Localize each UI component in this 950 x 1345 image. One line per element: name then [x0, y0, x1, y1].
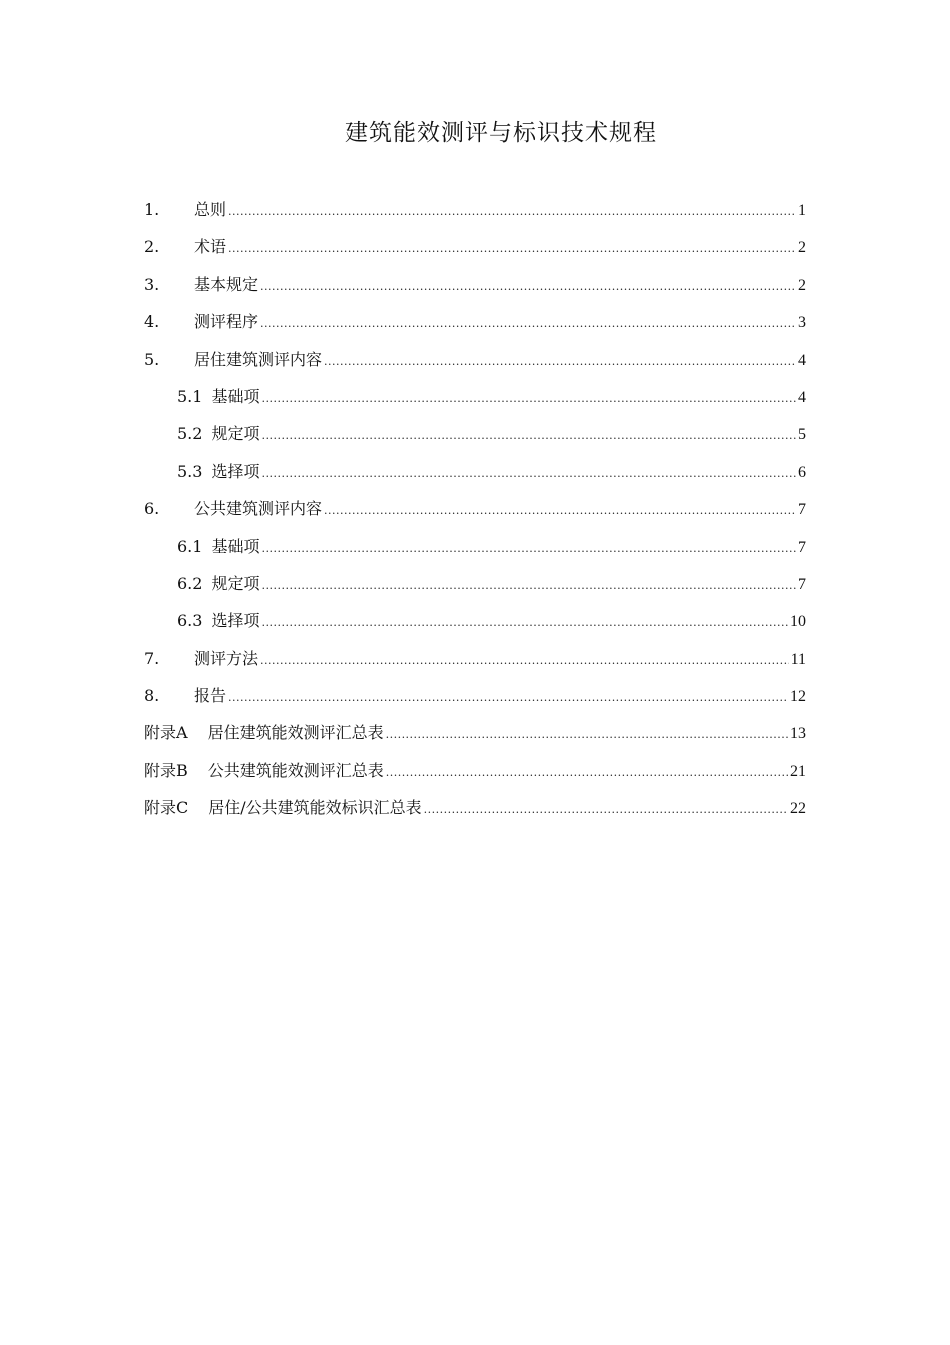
toc-leader-dots — [261, 461, 796, 487]
toc-leader-dots — [324, 349, 796, 375]
toc-label: 测评程序 — [194, 312, 259, 332]
toc-page-number: 2 — [798, 276, 806, 294]
toc-number: 5.2 — [177, 424, 203, 444]
toc-label: 规定项 — [211, 573, 260, 593]
toc-label: 总则 — [194, 200, 227, 219]
toc-entry-6[interactable] — [144, 496, 806, 533]
toc-page-number: 1 — [798, 202, 806, 219]
toc-page-number: 12 — [790, 688, 806, 706]
toc-entry-6-2[interactable] — [144, 571, 806, 608]
toc-number: 6.3 — [177, 611, 203, 631]
toc-entry-appendix-c[interactable] — [144, 795, 806, 832]
toc-number: 4. — [144, 312, 160, 332]
toc-label: 基本规定 — [194, 274, 259, 294]
toc-leader-dots — [261, 386, 796, 412]
toc-label: 居住/公共建筑能效标识汇总表 — [208, 798, 422, 818]
toc-number: 3. — [144, 274, 160, 294]
toc-number: 6. — [144, 499, 160, 519]
toc-leader-dots — [386, 722, 788, 748]
toc-entry-1[interactable] — [144, 197, 806, 234]
toc-leader-dots — [261, 536, 796, 562]
toc-number: 8. — [144, 686, 160, 706]
toc-label: 居住建筑测评内容 — [194, 349, 323, 369]
toc-page-number: 7 — [798, 538, 806, 556]
toc-entry-5-1[interactable] — [144, 384, 806, 421]
toc-leader-dots — [324, 498, 796, 524]
toc-number: 1. — [144, 200, 160, 219]
toc-leader-dots — [228, 199, 796, 225]
toc-page-number: 6 — [798, 463, 806, 481]
toc-number: 7. — [144, 648, 160, 668]
toc-number: 5.1 — [177, 386, 203, 406]
toc-label: 基础项 — [211, 536, 260, 556]
toc-leader-dots — [261, 423, 796, 449]
toc-label: 选择项 — [211, 611, 260, 631]
toc-number: 6.1 — [177, 536, 203, 556]
toc-number: 5.3 — [177, 461, 203, 481]
toc-leader-dots — [260, 648, 789, 674]
toc-page-number: 3 — [798, 314, 806, 332]
toc-page-number: 10 — [790, 613, 806, 631]
toc-label: 术语 — [194, 237, 227, 257]
toc-entry-4[interactable] — [144, 309, 806, 346]
toc-number: 附录B — [144, 760, 188, 780]
toc-leader-dots — [260, 274, 796, 300]
toc-entry-6-1[interactable] — [144, 534, 806, 571]
toc-entry-5-3[interactable] — [144, 459, 806, 496]
toc-number: 附录A — [144, 723, 188, 743]
document-title: 建筑能效测评与标识技术规程 — [345, 120, 657, 146]
toc-entry-5-2[interactable] — [144, 421, 806, 458]
toc-entry-3[interactable] — [144, 272, 806, 309]
toc-leader-dots — [261, 610, 788, 636]
toc-leader-dots — [424, 797, 788, 823]
toc-number: 2. — [144, 237, 160, 257]
toc-entry-appendix-a[interactable] — [144, 720, 806, 757]
toc-label: 公共建筑测评内容 — [194, 499, 323, 519]
toc-entry-2[interactable] — [144, 234, 806, 271]
toc-leader-dots — [228, 685, 788, 711]
toc-page-number: 7 — [798, 575, 806, 593]
toc-page-number: 7 — [798, 501, 806, 519]
toc-number: 附录C — [144, 798, 189, 818]
toc-entry-6-3[interactable] — [144, 608, 806, 645]
toc-label: 基础项 — [211, 386, 260, 406]
toc-page-number: 11 — [790, 650, 806, 668]
toc-label: 选择项 — [211, 461, 260, 481]
toc-page-number: 5 — [798, 426, 806, 444]
table-of-contents — [144, 197, 806, 833]
toc-page-number: 22 — [790, 800, 806, 818]
toc-page-number: 2 — [798, 239, 806, 257]
toc-label: 测评方法 — [194, 648, 259, 668]
toc-page-number: 21 — [790, 762, 806, 780]
toc-label: 报告 — [194, 686, 227, 706]
toc-page-number: 4 — [798, 388, 806, 406]
toc-entry-appendix-b[interactable] — [144, 758, 806, 795]
toc-entry-7[interactable] — [144, 646, 806, 683]
toc-leader-dots — [228, 236, 796, 262]
toc-number: 5. — [144, 349, 160, 369]
toc-entry-5[interactable] — [144, 347, 806, 384]
toc-leader-dots — [261, 573, 796, 599]
toc-page-number: 13 — [790, 725, 806, 743]
toc-entry-8[interactable] — [144, 683, 806, 720]
toc-number: 6.2 — [177, 573, 203, 593]
toc-label: 公共建筑能效测评汇总表 — [207, 760, 384, 780]
toc-label: 居住建筑能效测评汇总表 — [207, 723, 384, 743]
toc-leader-dots — [260, 311, 796, 337]
toc-label: 规定项 — [211, 424, 260, 444]
toc-page-number: 4 — [798, 351, 806, 369]
toc-leader-dots — [386, 760, 788, 786]
